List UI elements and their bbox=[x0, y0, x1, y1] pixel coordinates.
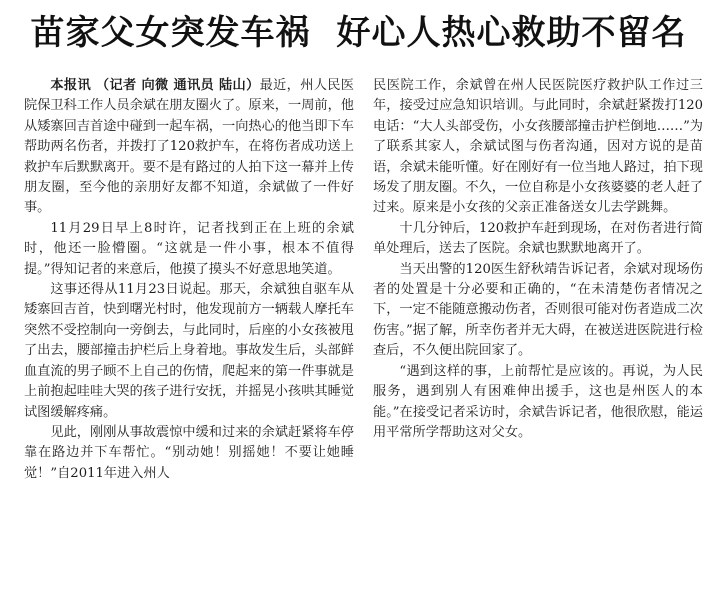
article-paragraph: 当天出警的120医生舒秋靖告诉记者，余斌对现场伤者的处置是十分必要和正确的，“在未清楚伤者情况之下，一定不能随意搬动伤者，否则很可能对伤者造成二次伤害。”据了解，所幸伤者并无大碍，在被送进医院进行检查后，不久便出院回家了。 bbox=[373, 261, 703, 359]
article-paragraph: 见此，刚刚从事故震惊中缓和过来的余斌赶紧将车停靠在路边并下车帮忙。“别动她！别摇她！不要让她睡觉！”自2011年进入州人 bbox=[24, 424, 354, 481]
article-paragraph: “遇到这样的事，上前帮忙是应该的。再说，为人民服务，遇到别人有困难伸出援手，这也是州医人的本能。”在接受记者采访时，余斌告诉记者，他很欣慰，能运用平常所学帮助这对父女。 bbox=[373, 363, 703, 440]
byline: 本报讯 （记者 向微 通讯员 陆山） bbox=[50, 78, 260, 93]
headline-part-1: 苗家父女突发车祸 bbox=[30, 13, 311, 53]
article-paragraph: 这事还得从11月23日说起。那天，余斌独自驱车从矮寨回吉首，快到曙光村时，他发现前方一辆载人摩托车突然不受控制向一旁倒去，与此同时，后座的小女孩被甩了出去，腰部撞击护栏后上身着地。事故发生后，头部鲜血直流的男子顾不上自己的伤情，爬起来的第一件事就是上前抱起哇哇大哭的孩子进行安抚，并摇晃小孩哄其睡觉试图缓解疼痛。 bbox=[24, 282, 354, 420]
headline-part-2: 好心人热心救助不留名 bbox=[336, 13, 687, 53]
headline bbox=[0, 8, 717, 58]
paragraph-text: 最近，州人民医院保卫科工作人员余斌在朋友圈火了。原来，一周前，他从矮寨回吉首途中碰到一起车祸，一向热心的他当即下车帮助两名伤者，并拨打了120救护车，在将伤者成功送上救护车后默默离开。要不是有路过的人拍下这一幕并上传朋友圈，至今他的亲朋好友都不知道，余斌做了一件好事。 bbox=[24, 78, 354, 216]
article-paragraph: 十几分钟后，120救护车赶到现场，在对伤者进行简单处理后，送去了医院。余斌也默默地离开了。 bbox=[373, 220, 703, 257]
article-column-right bbox=[373, 76, 703, 443]
article-paragraph bbox=[24, 76, 354, 219]
article-paragraph-continued: 民医院工作，余斌曾在州人民医院医疗救护队工作过三年，接受过应急知识培训。与此同时，余斌赶紧拨打120电话：“大人头部受伤，小女孩腰部撞击护栏倒地……”为了联系其家人，余斌试图与伤者沟通，因对方说的是苗语，余斌未能听懂。好在刚好有一位当地人路过，拍下现场发了朋友圈。不久，一位自称是小女孩婆婆的老人赶了过来。原来是小女孩的父亲正准备送女儿去学跳舞。 bbox=[373, 78, 703, 216]
article-column-left bbox=[24, 76, 354, 484]
article-paragraph: 11月29日早上8时许，记者找到正在上班的余斌时，他还一脸懵圈。“这就是一件小事，根本不值得提。”得知记者的来意后，他摸了摸头不好意思地笑道。 bbox=[24, 220, 354, 277]
